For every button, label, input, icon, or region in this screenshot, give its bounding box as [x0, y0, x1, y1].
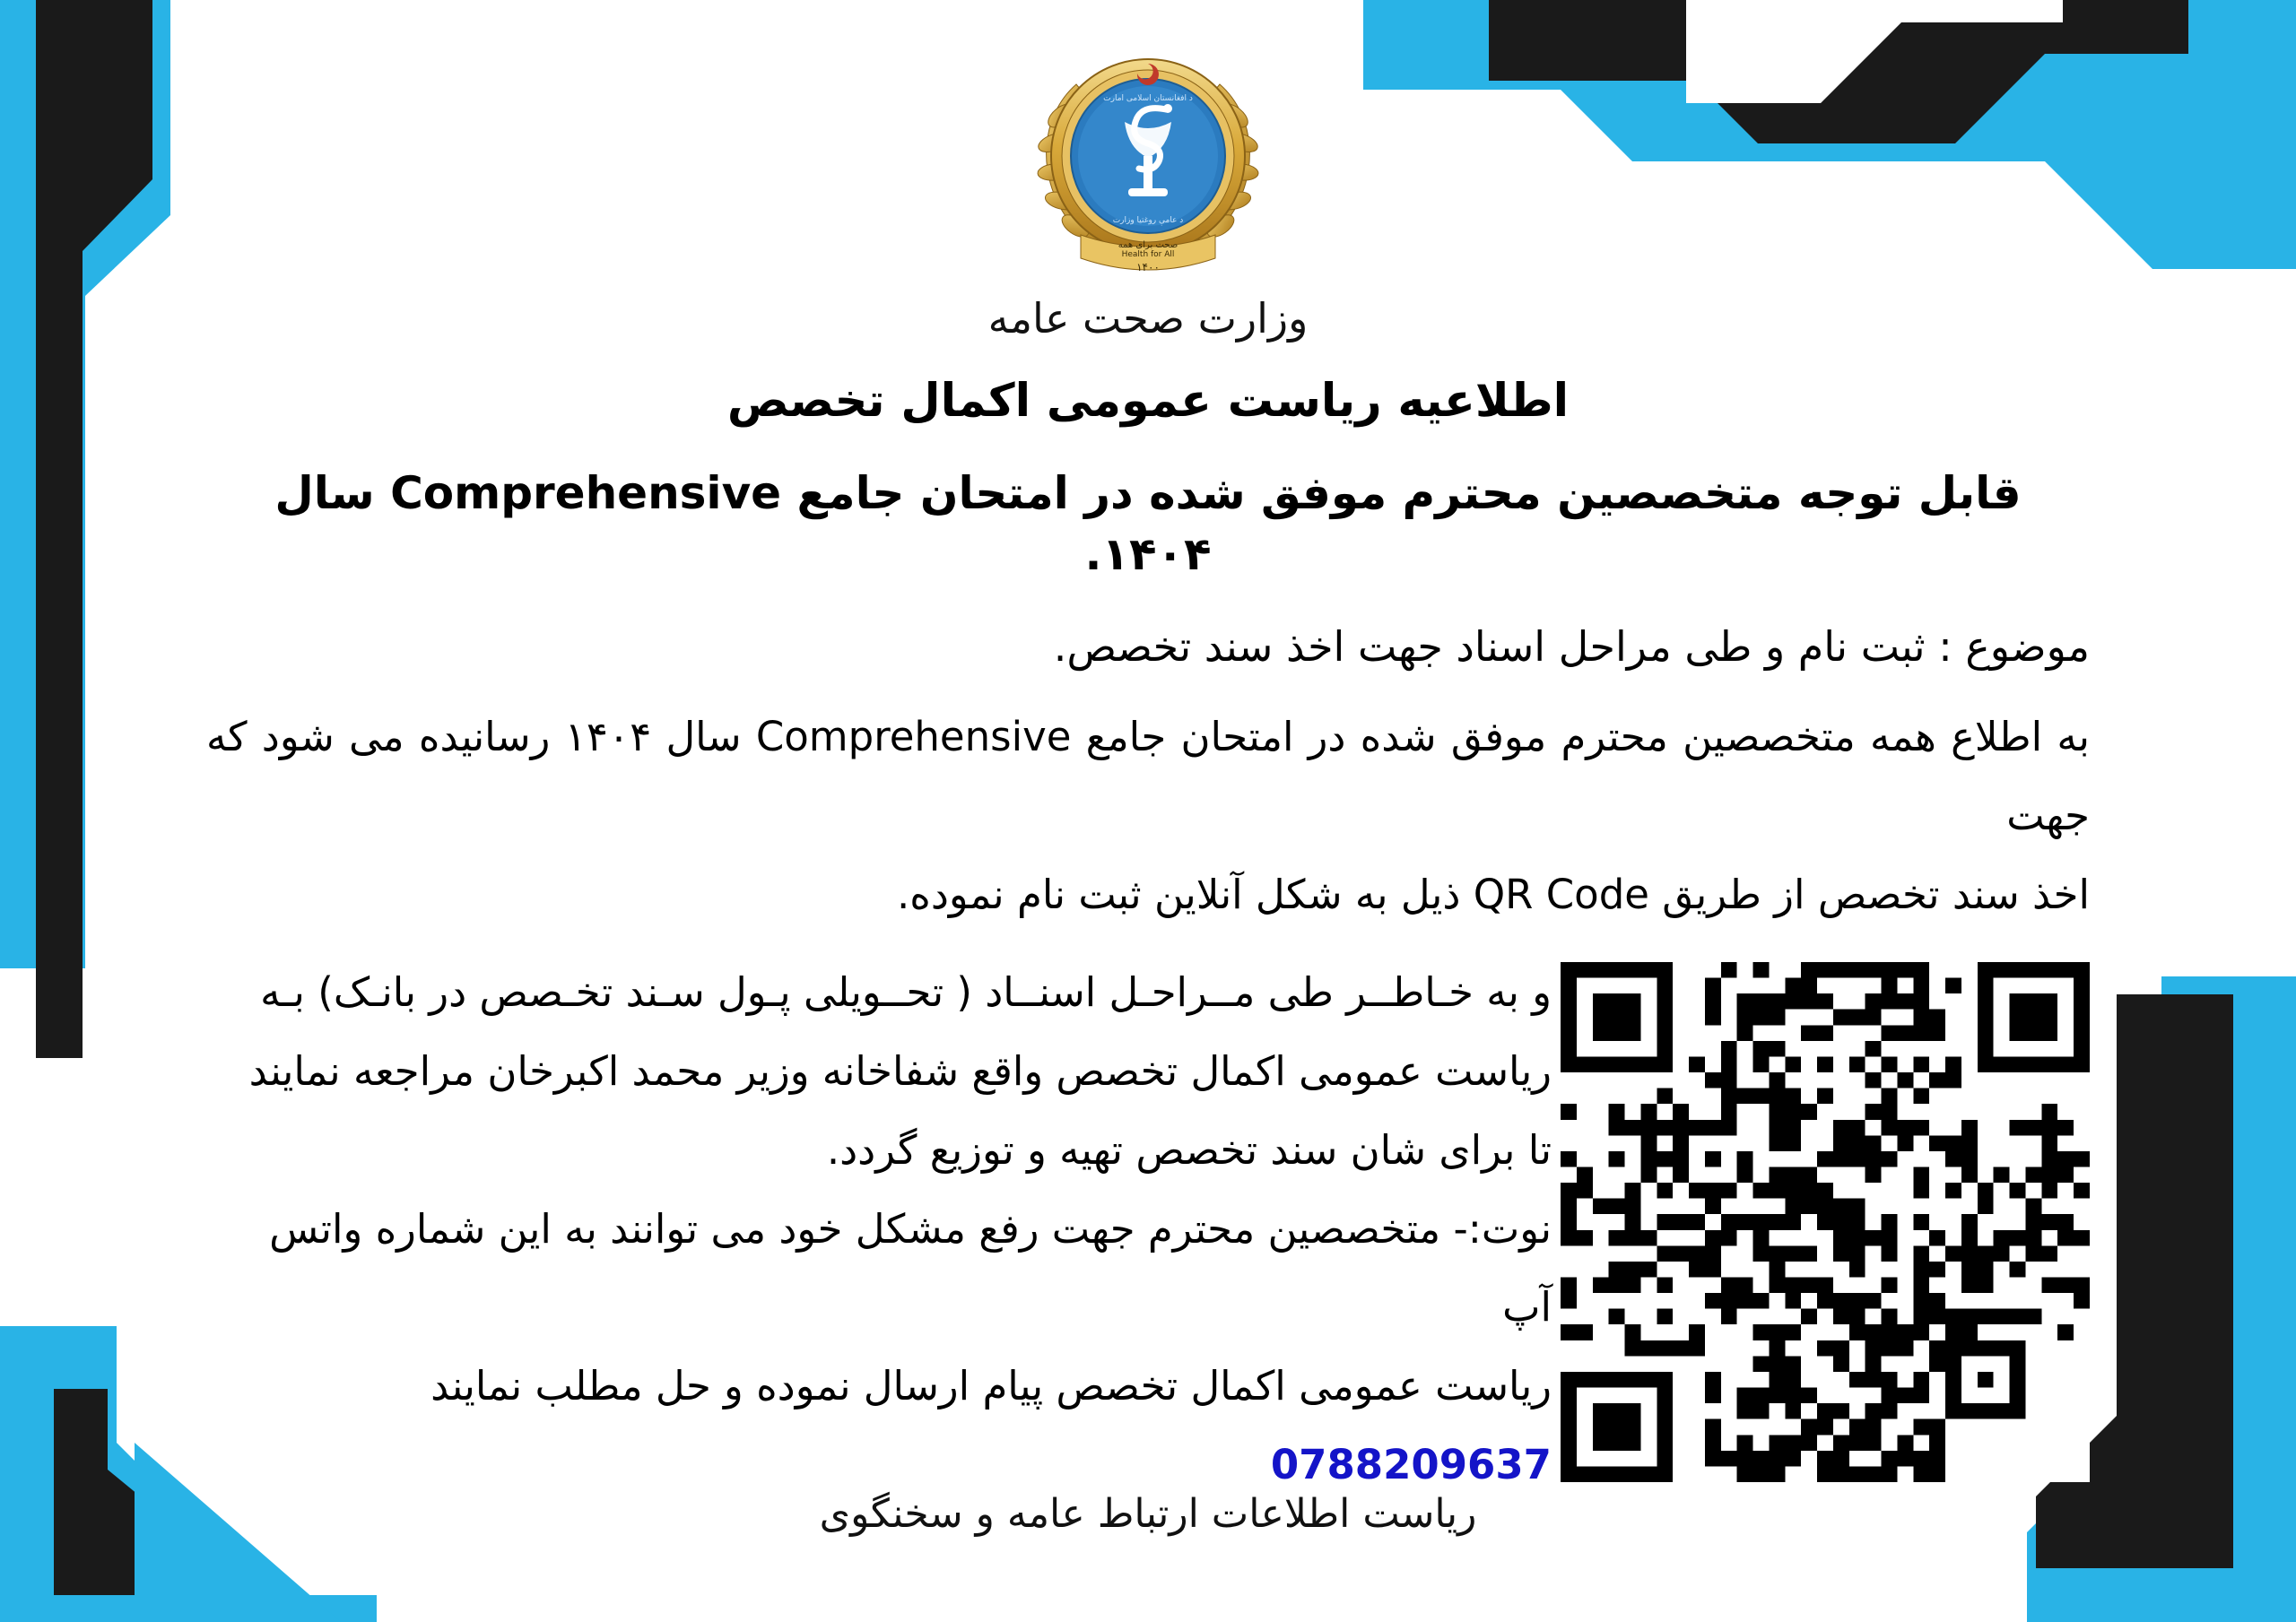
qr-and-text-row	[206, 953, 2090, 1504]
note-line-2	[242, 1347, 1552, 1505]
svg-text:۱۴۰۰: ۱۴۰۰	[1136, 261, 1160, 273]
footer-issuer-calligraphy: ریاست اطلاعات ارتباط عامه و سخنگوی	[819, 1491, 1477, 1537]
registration-qr-code[interactable]	[1561, 962, 2090, 1482]
page-title: اطلاعیه ریاست عمومی اکمال تخصص	[726, 375, 1570, 428]
body-line-5: تا برای شان سند تخصص تهیه و توزیع گردد.	[826, 1125, 1552, 1174]
ministry-name-calligraphy: وزارت صحت عامه	[987, 294, 1309, 343]
note-line-2-text: ریاست عمومی اکمال تخصص پیام ارسال نموده و حل مطلب نمایند	[430, 1362, 1552, 1409]
subject-text: ثبت نام و طی مراحل اسناد جهت اخذ سند تخصص.	[1053, 622, 1926, 671]
svg-text:د افغانستان اسلامی امارت: د افغانستان اسلامی امارت	[1103, 94, 1193, 103]
subject-label: موضوع :	[1938, 622, 2090, 671]
whatsapp-number[interactable]: 0788209637	[1270, 1440, 1552, 1488]
ministry-emblem-icon	[991, 30, 1305, 308]
emblem-section	[206, 30, 2090, 343]
subject-line	[206, 622, 2090, 671]
svg-text:د عامې روغتیا وزارت: د عامې روغتیا وزارت	[1112, 216, 1184, 225]
body-paragraph-bottom	[206, 953, 1552, 1504]
qr-code-container[interactable]	[1552, 953, 2090, 1482]
body-line-2: اخذ سند تخصص از طریق QR Code ذیل به شکل آنلاین ثبت نام نموده.	[896, 870, 2090, 918]
note-line-1: نوت:- متخصصین محترم جهت رفع مشکل خود می توانند به این شماره واتس آپ	[269, 1204, 1552, 1331]
page-subtitle: قابل توجه متخصصین محترم موفق شده در امتحان جامع Comprehensive سال ۱۴۰۴.	[274, 467, 2022, 580]
body-line-3: و به خـاطــر طی مــراحـل اسنــاد ( تحــویلی پـول سـند تخـصص در بانـک) بـه	[260, 968, 1552, 1017]
body-paragraph-top	[206, 698, 2090, 933]
body-line-1: به اطلاع همه متخصصین محترم موفق شده در امتحان جامع Comprehensive سال ۱۴۰۴ رسانیده می شود که جهت	[206, 713, 2090, 839]
svg-text:صحت برای همه: صحت برای همه	[1118, 240, 1178, 250]
svg-text:Health for All: Health for All	[1121, 250, 1175, 259]
note-block	[242, 1190, 1552, 1505]
body-line-4: ریاست عمومی اکمال تخصص واقع شفاخانه وزیر محمد اکبرخان مراجعه نمایند	[248, 1047, 1552, 1095]
